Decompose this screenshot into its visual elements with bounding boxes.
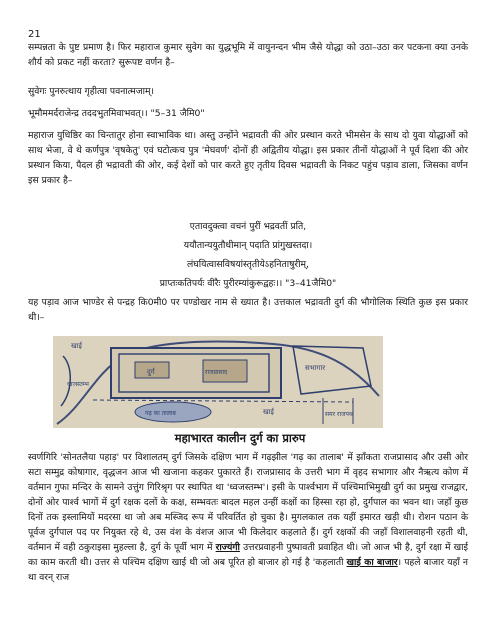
highlight-rajyangi: राज्यंगी (215, 542, 240, 553)
figure-label: ध्वजस्तम्भ (67, 381, 89, 388)
fort-text-start: स्वर्णगिरि 'सोनतलैया पहाड़' पर विशालतम् दुर्ग जिसके दक्षिण भाग में गढ़झील 'गढ़ का तालाब' में झाँकता राजप्रासाद और उसी ओर सटा सम्मुद्र कोषागार, वृद्धजन आज भी खजाना कहकर पुकारते हैं। राजप्रासाद के उत्तरी भाग में वृहद सभागार और नैऋत्य कोण में वर्तमान गुफा मन्दिर के सामने उत्तुंग गिरिश्रृग पर स्थापित था 'ध्वजस्तम्भ'। इसी के पार्श्वभाग में पश्चिमाभिमुखी दुर्ग का प्रमुख राजद्वार, दोनों ओर पार्श्व भागों में दुर्ग रक्षक दलों के कक्ष, सम्भवतः बादल महल उन्हीं कक्षों का हिस्सा रहा हो, दुर्गपाल का भवन था। जहाँ कुछ दिनों तक इस्लामियों मदरसा था जो अब मस्जिद रूप में परिवर्तित हो चुका है। मुगलकाल तक यहीं इमारत खड़ी थी। रोशन पठान के पूर्वज दुर्गपाल पद पर नियुक्त रहे थे, उस वंश के वंशज आज भी किलेदार कहलाते हैं। दुर्ग रक्षकों की जहाँ विशालवाहनी रहती थी, वर्तमान में वही ठकुराइसा मुहल्ला है, दुर्ग के पूर्वी भाग में (28, 452, 468, 553)
verse-line-1: सुवेगः पुनरुत्थाय गृहीत्वा पवनात्मजाम्। (28, 86, 154, 97)
page-number: 21 (28, 29, 41, 40)
sanskrit-line-2: ययौतान्ययुतौधीमान् पदाति प्रांगुखस्तदा। (183, 240, 313, 251)
paragraph-journey: महाराज युधिष्ठिर का चिन्तातुर होना स्वाभाविक था। अस्तु उन्होंने भद्रावती की ओर प्रस्थान करते भीमसेन के साथ दो युवा योद्धाओं को साथ भेजा, वे थे कर्णपुत्र 'वृषकेतु' एवं घटोत्कच पुत्र 'मेघवर्ण' दोनों ही अद्वितीय योद्धा। इस प्रकार तीनों योद्धाओं ने पूर्व दिशा की ओर प्रस्थान किया, पैदल ही भद्रावती की ओर, कई देशों को पार करते हुए तृतीय दिवस भद्रावती के निकट पहुंच पड़ाव डाला, जिसका वर्णन इस प्रकार है– (28, 130, 468, 186)
figure-label: सभागार (305, 364, 326, 372)
figure-label: गढ़ का तालाब (145, 410, 176, 417)
verse-line-2: भूमौममर्दराजेन्द्र तददभुतमिवाभवत्।। "5–31 जैमि0" (28, 108, 205, 119)
paragraph-fort-description (28, 450, 468, 585)
sanskrit-line-3: लंघयित्वासविषयांस्तृतीयेऽहनिताषुरीम्, (187, 259, 309, 270)
sanskrit-line-1: एतावदुक्त्वा वचनं पुरीं भद्रवतीं प्रति, (189, 221, 307, 232)
figure-caption: महाभारत कालीन दुर्ग का प्रारुप (174, 431, 306, 445)
fort-text-end: । पहले बाजार यहाँ न था वरन् राज (28, 557, 468, 583)
figure-label: राजप्रासाद (205, 369, 228, 376)
fort-sketch-image (53, 336, 383, 428)
figure-label: दुर्ग (147, 368, 155, 376)
figure-label: समर राजपथ (325, 411, 353, 418)
sanskrit-line-4: प्राप्तःकतिपर्यः वीरैः पुरीरम्यांकुरूद्वहः।। "3–41जैमि0" (159, 278, 337, 289)
paragraph-intro: सम्पन्नता के पुष्ट प्रमाण है। फिर महाराज कुमार सुवेग का युद्धभूमि में वायुनन्दन भीम जैसे योद्धा को उठा–उठा कर पटकना क्या उनके शौर्य को प्रकट नहीं करता? सुरूपष्ट वर्णन है– (28, 42, 468, 68)
fort-text-middle: उत्तरप्रवाहनी पुष्पावती प्रवाहित थी। जो आज भी है, दुर्ग रक्षा में खाई का काम करती थी। उत्तर से पश्चिम दक्षिण खाई थी जो अब पूरित हो बाजार हो गई है 'कहलाती (28, 542, 469, 568)
figure-label: खाई (263, 408, 274, 416)
figure-label: खाई (71, 342, 82, 350)
paragraph-camp: यह पड़ाव आज भाण्डेर से पन्द्रह कि0मी0 पर पण्डोखर नाम से ख्यात है। उत्तकाल भद्रावती दुर्ग की भौगोलिक स्थिति कुछ इस प्रकार थी।– (28, 297, 468, 323)
highlight-khai-bazar: खाई का बाजार (346, 557, 398, 568)
